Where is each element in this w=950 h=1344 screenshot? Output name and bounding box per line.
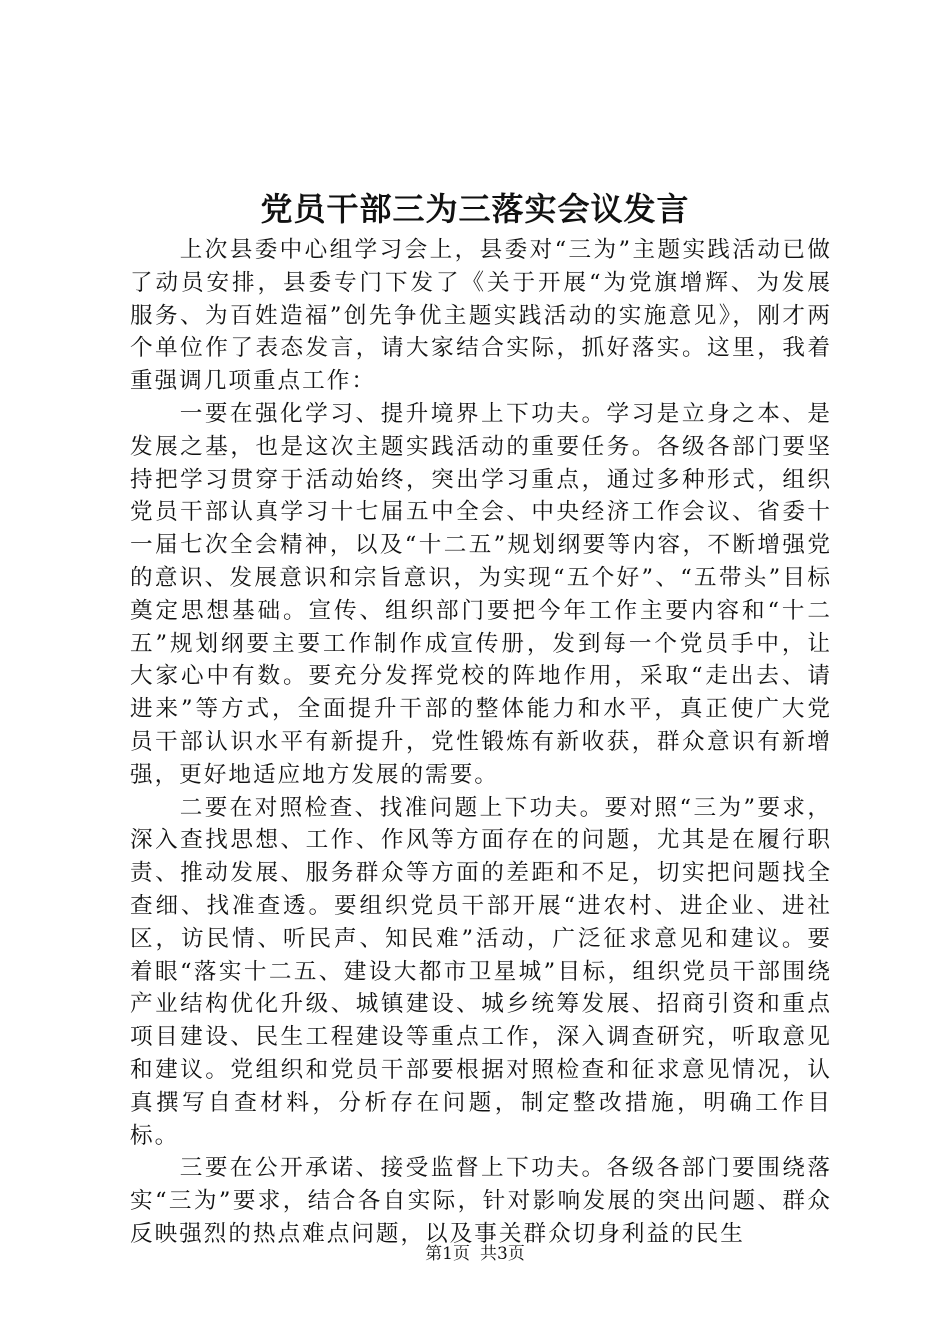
paragraph-point-three: 三要在公开承诺、接受监督上下功夫。各级各部门要围绕落实“三为”要求，结合各自实际，针对影响发展的突出问题、群众反映强烈的热点难点问题，以及事关群众切身利益的民生 [130, 1155, 832, 1247]
page-number: 第1页 [425, 1244, 470, 1264]
page-total: 共3页 [480, 1244, 525, 1264]
document-title: 党员干部三为三落实会议发言 [260, 190, 690, 228]
document-body [130, 234, 832, 1251]
page-footer [0, 1242, 950, 1266]
paragraph-intro: 上次县委中心组学习会上，县委对“三为”主题实践活动已做了动员安排，县委专门下发了《关于开展“为党旗增辉、为发展服务、为百姓造福”创先争优主题实践活动的实施意见》，刚才两个单位作了表态发言，请大家结合实际，抓好落实。这里，我着重强调几项重点工作： [130, 237, 832, 395]
paragraph-point-one: 一要在强化学习、提升境界上下功夫。学习是立身之本、是发展之基，也是这次主题实践活动的重要任务。各级各部门要坚持把学习贯穿于活动始终，突出学习重点，通过多种形式，组织党员干部认真学习十七届五中全会、中央经济工作会议、省委十一届七次全会精神，以及“十二五”规划纲要等内容，不断增强党的意识、发展意识和宗旨意识，为实现“五个好”、“五带头”目标奠定思想基础。宣传、组织部门要把今年工作主要内容和“十二五”规划纲要主要工作制作成宣传册，发到每一个党员手中，让大家心中有数。要充分发挥党校的阵地作用，采取“走出去、请进来”等方式，全面提升干部的整体能力和水平，真正使广大党员干部认识水平有新提升，党性锻炼有新收获，群众意识有新增强，更好地适应地方发展的需要。 [130, 400, 832, 788]
paragraph-point-two: 二要在对照检查、找准问题上下功夫。要对照“三为”要求，深入查找思想、工作、作风等方面存在的问题，尤其是在履行职责、推动发展、服务群众等方面的差距和不足，切实把问题找全查细、找准查透。要组织党员干部开展“进农村、进企业、进社区，访民情、听民声、知民难”活动，广泛征求意见和建议。要着眼“落实十二五、建设大都市卫星城”目标，组织党员干部围绕产业结构优化升级、城镇建设、城乡统筹发展、招商引资和重点项目建设、民生工程建设等重点工作，深入调查研究，听取意见和建议。党组织和党员干部要根据对照检查和征求意见情况，认真撰写自查材料，分析存在问题，制定整改措施，明确工作目标。 [130, 794, 832, 1149]
